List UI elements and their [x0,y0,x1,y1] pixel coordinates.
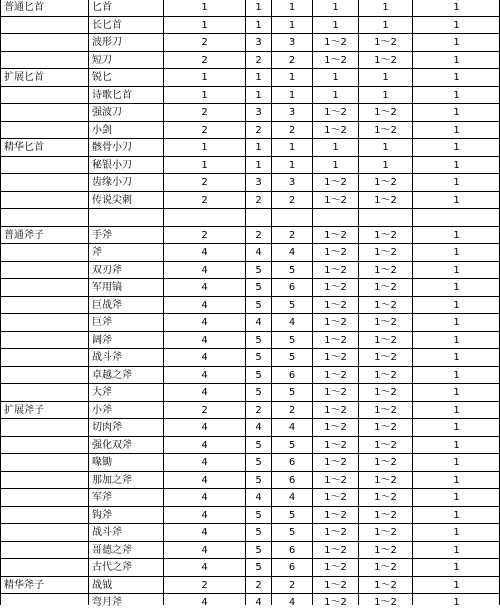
cell-col4[interactable]: 1 [255,90,262,101]
cell-col7[interactable]: 1～2 [374,440,397,451]
cell-col7[interactable]: 1～2 [374,580,397,591]
cell-col7[interactable]: 1～2 [374,282,397,293]
cell-col8[interactable] [413,209,500,226]
cell-col4[interactable]: 5 [255,527,262,538]
cell-item[interactable]: 诗歌匕首 [92,90,132,101]
cell-col8[interactable]: 1 [453,527,460,538]
cell-col5[interactable]: 2 [288,580,296,591]
cell-col8[interactable]: 1 [453,440,460,451]
cell-col7[interactable]: 1 [382,142,389,153]
cell-col5[interactable]: 3 [288,107,296,118]
cell-col7[interactable]: 1 [382,160,389,171]
cell-col3[interactable]: 4 [201,527,208,538]
cell-item[interactable]: 斧 [92,247,102,258]
cell-col8[interactable]: 1 [453,265,460,276]
cell-col7[interactable]: 1～2 [374,405,397,416]
cell-category[interactable]: 普通匕首 [4,2,44,13]
cell-col5[interactable]: 6 [288,475,296,486]
cell-col8[interactable]: 1 [453,352,460,363]
cell-category[interactable] [1,157,88,174]
cell-col3[interactable]: 1 [201,72,208,83]
cell-col3[interactable]: 2 [201,55,208,66]
cell-col5[interactable]: 1 [288,72,296,83]
cell-item[interactable]: 喙锄 [92,457,112,468]
cell-category[interactable] [1,104,88,121]
cell-col3[interactable]: 4 [201,562,208,573]
cell-col8[interactable]: 1 [453,580,460,591]
cell-col8[interactable]: 1 [453,457,460,468]
cell-col3[interactable]: 2 [201,195,208,206]
cell-col5[interactable]: 5 [288,335,296,346]
cell-col6[interactable]: 1～2 [324,55,347,66]
cell-col6[interactable]: 1 [332,160,339,171]
cell-col4[interactable]: 5 [255,335,262,346]
cell-col6[interactable]: 1～2 [324,370,347,381]
cell-col8[interactable]: 1 [453,510,460,521]
cell-item[interactable]: 军用镐 [92,282,122,293]
cell-col4[interactable]: 5 [255,265,262,276]
cell-col7[interactable]: 1～2 [374,300,397,311]
cell-col8[interactable]: 1 [453,247,460,258]
cell-category[interactable] [1,507,88,524]
cell-col4[interactable]: 2 [255,230,262,241]
cell-col4[interactable]: 5 [255,457,262,468]
cell-col8[interactable]: 1 [453,545,460,556]
cell-col6[interactable]: 1～2 [324,107,347,118]
cell-col6[interactable]: 1～2 [324,510,347,521]
cell-category[interactable] [1,244,88,261]
cell-col4[interactable]: 2 [255,55,262,66]
cell-col3[interactable]: 2 [201,580,208,591]
cell-item[interactable]: 大斧 [92,387,112,398]
cell-col3[interactable]: 4 [201,422,208,433]
cell-col3[interactable]: 4 [201,317,208,328]
cell-col3[interactable]: 4 [201,545,208,556]
cell-col5[interactable]: 1 [288,2,296,13]
cell-col8[interactable]: 1 [453,90,460,101]
cell-col6[interactable]: 1～2 [324,405,347,416]
cell-col6[interactable]: 1～2 [324,300,347,311]
cell-col5[interactable]: 4 [288,247,296,258]
cell-col5[interactable]: 5 [288,510,296,521]
cell-item[interactable]: 锐匕 [92,72,112,83]
cell-col8[interactable]: 1 [453,475,460,486]
cell-col5[interactable] [272,209,312,226]
cell-col6[interactable]: 1 [332,90,339,101]
cell-col7[interactable] [359,209,412,226]
cell-item[interactable]: 小剑 [92,125,112,136]
cell-col8[interactable]: 1 [453,37,460,48]
cell-col6[interactable]: 1～2 [324,527,347,538]
cell-col4[interactable]: 2 [255,195,262,206]
cell-col7[interactable]: 1～2 [374,422,397,433]
cell-col3[interactable]: 4 [201,247,208,258]
cell-col8[interactable]: 1 [453,405,460,416]
cell-col4[interactable]: 4 [255,317,262,328]
cell-col7[interactable]: 1～2 [374,247,397,258]
cell-col8[interactable]: 1 [453,125,460,136]
cell-col5[interactable]: 5 [288,440,296,451]
cell-item[interactable]: 卓越之斧 [92,370,132,381]
cell-col4[interactable]: 2 [255,405,262,416]
cell-col6[interactable]: 1～2 [324,352,347,363]
cell-col4[interactable]: 4 [255,422,262,433]
cell-col6[interactable]: 1～2 [324,597,347,608]
cell-col5[interactable]: 5 [288,300,296,311]
cell-category[interactable] [1,174,88,191]
cell-col4[interactable]: 5 [255,440,262,451]
cell-col6[interactable]: 1～2 [324,475,347,486]
cell-item[interactable]: 战斗斧 [92,527,122,538]
cell-col7[interactable]: 1 [382,2,389,13]
cell-item[interactable]: 那加之斧 [92,475,132,486]
cell-item[interactable]: 古代之斧 [92,562,132,573]
cell-col3[interactable]: 4 [201,492,208,503]
cell-col8[interactable]: 1 [453,282,460,293]
cell-item[interactable]: 强化双斧 [92,440,132,451]
cell-col4[interactable]: 5 [255,282,262,293]
cell-col8[interactable]: 1 [453,2,460,13]
cell-category[interactable] [1,542,88,559]
cell-col4[interactable]: 3 [255,177,262,188]
cell-col6[interactable]: 1～2 [324,125,347,136]
cell-col8[interactable]: 1 [453,317,460,328]
cell-category[interactable] [1,279,88,296]
cell-category[interactable] [1,192,88,209]
cell-col3[interactable]: 4 [201,370,208,381]
cell-category[interactable] [1,52,88,69]
cell-col6[interactable]: 1～2 [324,317,347,328]
cell-col6[interactable]: 1～2 [324,457,347,468]
cell-col6[interactable]: 1 [332,20,339,31]
cell-col3[interactable]: 4 [201,457,208,468]
cell-col5[interactable]: 5 [288,527,296,538]
cell-col4[interactable]: 3 [255,107,262,118]
cell-item[interactable]: 钩斧 [92,510,112,521]
cell-col7[interactable]: 1～2 [374,230,397,241]
cell-col3[interactable]: 4 [201,335,208,346]
cell-item[interactable]: 小斧 [92,405,112,416]
cell-col6[interactable]: 1～2 [324,230,347,241]
cell-col5[interactable]: 2 [288,230,296,241]
cell-item[interactable]: 强波刀 [92,107,122,118]
cell-category[interactable] [1,262,88,279]
cell-col6[interactable]: 1 [332,2,339,13]
cell-col8[interactable]: 1 [453,335,460,346]
cell-col6[interactable]: 1～2 [324,562,347,573]
cell-col4[interactable]: 3 [255,37,262,48]
cell-col5[interactable]: 1 [288,160,296,171]
cell-col6[interactable]: 1 [332,142,339,153]
cell-col7[interactable]: 1～2 [374,37,397,48]
cell-col5[interactable]: 2 [288,55,296,66]
cell-col7[interactable]: 1～2 [374,492,397,503]
cell-category[interactable] [1,314,88,331]
cell-col7[interactable]: 1～2 [374,195,397,206]
cell-col3[interactable]: 2 [201,177,208,188]
cell-col4[interactable]: 5 [255,562,262,573]
cell-col3[interactable]: 4 [201,440,208,451]
cell-col5[interactable]: 2 [288,405,296,416]
cell-col4[interactable]: 4 [255,247,262,258]
cell-col5[interactable]: 6 [288,457,296,468]
cell-item[interactable]: 长匕首 [92,20,122,31]
cell-col3[interactable]: 1 [201,2,208,13]
cell-col7[interactable]: 1～2 [374,352,397,363]
cell-col8[interactable]: 1 [453,300,460,311]
cell-col8[interactable]: 1 [453,387,460,398]
cell-col3[interactable]: 1 [201,160,208,171]
cell-item[interactable]: 传说尖刺 [92,195,132,206]
cell-col7[interactable]: 1～2 [374,335,397,346]
cell-item[interactable]: 巨战斧 [92,300,122,311]
cell-col7[interactable]: 1 [382,72,389,83]
cell-col6[interactable]: 1～2 [324,177,347,188]
cell-col8[interactable]: 1 [453,195,460,206]
cell-category[interactable]: 精华斧子 [4,580,44,591]
cell-col7[interactable]: 1～2 [374,510,397,521]
cell-col7[interactable]: 1～2 [374,265,397,276]
cell-col7[interactable]: 1～2 [374,125,397,136]
cell-col3[interactable] [164,209,245,226]
cell-col3[interactable]: 2 [201,230,208,241]
cell-col5[interactable]: 1 [288,90,296,101]
cell-col4[interactable]: 1 [255,72,262,83]
cell-col5[interactable]: 3 [288,177,296,188]
cell-col3[interactable]: 4 [201,387,208,398]
cell-category[interactable]: 扩展斧子 [4,405,44,416]
cell-col7[interactable]: 1 [382,90,389,101]
cell-col6[interactable]: 1～2 [324,580,347,591]
cell-col6[interactable]: 1～2 [324,335,347,346]
cell-col7[interactable]: 1～2 [374,317,397,328]
cell-col4[interactable]: 5 [255,300,262,311]
cell-item[interactable]: 弯月斧 [92,597,122,608]
cell-category[interactable] [1,297,88,314]
cell-category[interactable] [1,34,88,51]
cell-col8[interactable]: 1 [453,142,460,153]
cell-col3[interactable]: 2 [201,125,208,136]
cell-col7[interactable]: 1～2 [374,177,397,188]
cell-col3[interactable]: 4 [201,510,208,521]
cell-col7[interactable]: 1 [382,20,389,31]
cell-col5[interactable]: 4 [288,422,296,433]
cell-col5[interactable]: 1 [288,142,296,153]
cell-category[interactable] [1,384,88,401]
cell-category[interactable] [1,17,88,34]
cell-item[interactable] [89,209,163,226]
cell-item[interactable]: 短刀 [92,55,112,66]
cell-item[interactable]: 手斧 [92,230,112,241]
cell-col5[interactable]: 6 [288,370,296,381]
cell-col5[interactable]: 4 [288,317,296,328]
cell-item[interactable]: 秘银小刀 [92,160,132,171]
cell-col8[interactable]: 1 [453,177,460,188]
cell-col7[interactable]: 1～2 [374,55,397,66]
cell-col7[interactable]: 1～2 [374,370,397,381]
cell-col8[interactable]: 1 [453,160,460,171]
cell-col5[interactable]: 5 [288,387,296,398]
cell-col3[interactable]: 4 [201,265,208,276]
cell-col6[interactable]: 1～2 [324,545,347,556]
cell-col4[interactable] [246,209,271,226]
cell-item[interactable]: 波形刀 [92,37,122,48]
cell-category[interactable]: 精华匕首 [4,142,44,153]
cell-col6[interactable]: 1～2 [324,387,347,398]
cell-col7[interactable]: 1～2 [374,545,397,556]
cell-col3[interactable]: 4 [201,282,208,293]
cell-col8[interactable]: 1 [453,230,460,241]
cell-col8[interactable]: 1 [453,20,460,31]
cell-col8[interactable]: 1 [453,370,460,381]
cell-col3[interactable]: 2 [201,405,208,416]
cell-item[interactable]: 巨斧 [92,317,112,328]
cell-category[interactable] [1,454,88,471]
cell-col4[interactable]: 2 [255,580,262,591]
cell-col4[interactable]: 1 [255,20,262,31]
cell-col5[interactable]: 5 [288,352,296,363]
cell-col5[interactable]: 6 [288,562,296,573]
cell-col5[interactable]: 4 [288,597,296,608]
cell-col5[interactable]: 6 [288,545,296,556]
cell-col5[interactable]: 2 [288,195,296,206]
cell-category[interactable] [1,122,88,139]
cell-category[interactable] [1,437,88,454]
cell-item[interactable]: 军斧 [92,492,112,503]
cell-category[interactable] [1,87,88,104]
cell-col6[interactable]: 1～2 [324,440,347,451]
cell-category[interactable] [1,332,88,349]
cell-col8[interactable]: 1 [453,72,460,83]
cell-col4[interactable]: 5 [255,510,262,521]
cell-item[interactable]: 骸骨小刀 [92,142,132,153]
cell-category[interactable]: 普通斧子 [4,230,44,241]
cell-category[interactable] [1,594,88,611]
cell-item[interactable]: 战斗斧 [92,352,122,363]
cell-col6[interactable]: 1～2 [324,265,347,276]
cell-col4[interactable]: 5 [255,352,262,363]
cell-item[interactable]: 阔斧 [92,335,112,346]
cell-col6[interactable]: 1～2 [324,247,347,258]
cell-item[interactable]: 双刃斧 [92,265,122,276]
cell-col3[interactable]: 4 [201,597,208,608]
cell-col6[interactable] [313,209,358,226]
cell-col5[interactable]: 4 [288,492,296,503]
cell-col8[interactable]: 1 [453,492,460,503]
cell-col5[interactable]: 6 [288,282,296,293]
cell-item[interactable]: 切肉斧 [92,422,122,433]
cell-col4[interactable]: 5 [255,370,262,381]
cell-col5[interactable]: 5 [288,265,296,276]
cell-category[interactable] [1,559,88,576]
cell-col3[interactable]: 4 [201,352,208,363]
cell-col8[interactable]: 1 [453,562,460,573]
cell-category[interactable] [1,489,88,506]
cell-col6[interactable]: 1～2 [324,37,347,48]
cell-col5[interactable]: 1 [288,20,296,31]
cell-col4[interactable]: 4 [255,597,262,608]
cell-col8[interactable]: 1 [453,422,460,433]
cell-col7[interactable]: 1～2 [374,527,397,538]
cell-col4[interactable]: 4 [255,492,262,503]
cell-item[interactable]: 哥德之斧 [92,545,132,556]
cell-col4[interactable]: 1 [255,142,262,153]
cell-category[interactable] [1,209,88,226]
cell-col8[interactable]: 1 [453,597,460,608]
cell-col3[interactable]: 4 [201,300,208,311]
cell-col4[interactable]: 2 [255,125,262,136]
cell-col6[interactable]: 1～2 [324,282,347,293]
cell-col7[interactable]: 1～2 [374,387,397,398]
cell-item[interactable]: 匕首 [92,2,112,13]
cell-col6[interactable]: 1～2 [324,492,347,503]
cell-item[interactable]: 齿缘小刀 [92,177,132,188]
cell-col8[interactable]: 1 [453,107,460,118]
cell-col7[interactable]: 1～2 [374,107,397,118]
cell-item[interactable]: 战钺 [92,580,112,591]
cell-category[interactable] [1,524,88,541]
cell-col3[interactable]: 1 [201,90,208,101]
cell-col3[interactable]: 2 [201,37,208,48]
cell-category[interactable] [1,472,88,489]
cell-col3[interactable]: 1 [201,20,208,31]
cell-category[interactable] [1,367,88,384]
cell-col7[interactable]: 1～2 [374,457,397,468]
cell-col7[interactable]: 1～2 [374,597,397,608]
cell-col4[interactable]: 1 [255,2,262,13]
cell-category[interactable]: 扩展匕首 [4,72,44,83]
cell-col3[interactable]: 4 [201,475,208,486]
cell-col3[interactable]: 2 [201,107,208,118]
cell-col5[interactable]: 3 [288,37,296,48]
cell-col3[interactable]: 1 [201,142,208,153]
cell-col6[interactable]: 1 [332,72,339,83]
cell-col5[interactable]: 2 [288,125,296,136]
cell-col4[interactable]: 5 [255,475,262,486]
cell-col6[interactable]: 1～2 [324,422,347,433]
cell-col4[interactable]: 1 [255,160,262,171]
cell-col4[interactable]: 5 [255,387,262,398]
cell-col8[interactable]: 1 [453,55,460,66]
cell-col6[interactable]: 1～2 [324,195,347,206]
cell-category[interactable] [1,349,88,366]
cell-col4[interactable]: 5 [255,545,262,556]
cell-col7[interactable]: 1～2 [374,475,397,486]
cell-category[interactable] [1,419,88,436]
cell-col7[interactable]: 1～2 [374,562,397,573]
